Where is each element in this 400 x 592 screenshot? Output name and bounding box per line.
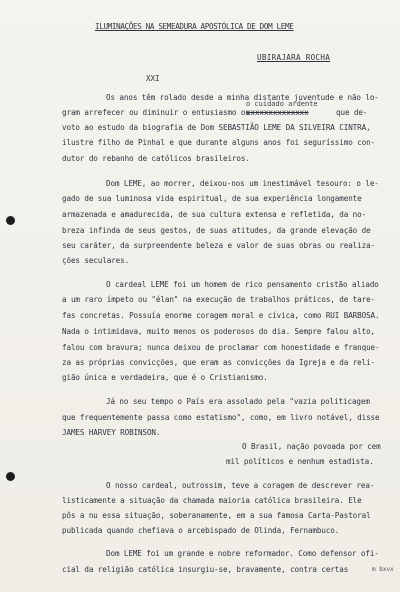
text-line: Já no seu tempo o País era assolado pela "vazia politicagem: [106, 397, 370, 406]
text-line: gram arrefecer ou diminuir o entusiasmo ou: [62, 108, 250, 117]
text-line: O cardeal LEME foi um homem de rico pensamento cristão aliado: [106, 280, 379, 289]
text-line: JAMES HARVEY ROBINSON.: [62, 428, 161, 437]
author-name: UBIRAJARA ROCHA: [257, 53, 331, 62]
text-line: a um raro ímpeto ou "élan" na execução de trabalhos práticos, de tare-: [62, 295, 376, 304]
text-line: za as próprias convicções, que eram as convicções da Igreja e da reli-: [62, 358, 376, 367]
text-line: Os anos têm rolado desde a minha distante juventude e não lo-: [106, 93, 379, 102]
text-line: que de-: [336, 108, 368, 117]
quote-line: O Brasil, nação povoada por cem: [242, 442, 381, 451]
text-line: ções seculares.: [62, 256, 130, 265]
text-line: Dom LEME foi um grande e nobre reformador. Como defensor ofi-: [106, 549, 379, 558]
binder-hole: [6, 472, 15, 481]
text-line: seu caráter, da surpreendente beleza e valor de suas obras ou realiza-: [62, 241, 376, 250]
text-line: falou com bravura; nunca deixou de proclamar com honestidade e franque-: [62, 343, 380, 352]
corner-mark: m bxvx: [372, 566, 394, 573]
text-line: que frequentemente passa como estatismo", como, em livro notável, disse: [62, 413, 380, 422]
chapter-number: XXI: [146, 74, 160, 83]
text-line: ilustre filho de Pinhal e que durante alguns anos foi seguríssimo con-: [62, 138, 376, 147]
text-line: gado de sua luminosa vida espiritual, de sua experiência longamente: [62, 194, 362, 203]
quote-line: mil políticos e nenhum estadista.: [226, 457, 374, 466]
struck-text: xxxxxxxxxxxxxx: [246, 108, 309, 117]
text-line: cial da religião católica insurgiu-se, bravamente, contra certas: [62, 565, 349, 574]
text-line: breza infinda de seus gestos, de suas atitudes, da grande elevação de: [62, 226, 371, 235]
text-line: Dom LEME, ao morrer, deixou-nos um inestimável tesouro: o le-: [106, 179, 379, 188]
text-line: dutor do rebanho de católicos brasileiros.: [62, 154, 250, 163]
text-line: listicamente a situação da chamada maioria católica brasileira. Ele: [62, 496, 362, 505]
text-line: publicada quando chefiava o arcebispado de Olinda, Fernambuco.: [62, 526, 340, 535]
text-line: fas concretas. Possuía enorme coragem moral e cívica, como RUI BARBOSA.: [62, 311, 380, 320]
document-title: ILUMINAÇÕES NA SEMEADURA APOSTÓLICA DE DOM LEME: [95, 22, 294, 31]
handwritten-insertion: o cuidado ardente: [246, 100, 318, 108]
text-line: gião única e verdadeira, que é o Cristianismo.: [62, 373, 268, 382]
text-line: O nosso cardeal, outrossim, teve a coragem de descrever rea-: [106, 481, 375, 490]
text-line: Nada o intimidava, muito menos os poderosos do dia. Sempre falou alto,: [62, 327, 376, 336]
text-line: voto ao estudo da biografia de Dom SEBASTIÃO LEME DA SILVEIRA CINTRA,: [62, 123, 371, 132]
text-line: armazenada e amadurecida, de sua cultura extensa e refletida, da no-: [62, 210, 367, 219]
text-line: pôs a nu essa situação, soberanamente, em a sua famosa Carta-Pastoral: [62, 511, 371, 520]
binder-hole: [6, 216, 15, 225]
